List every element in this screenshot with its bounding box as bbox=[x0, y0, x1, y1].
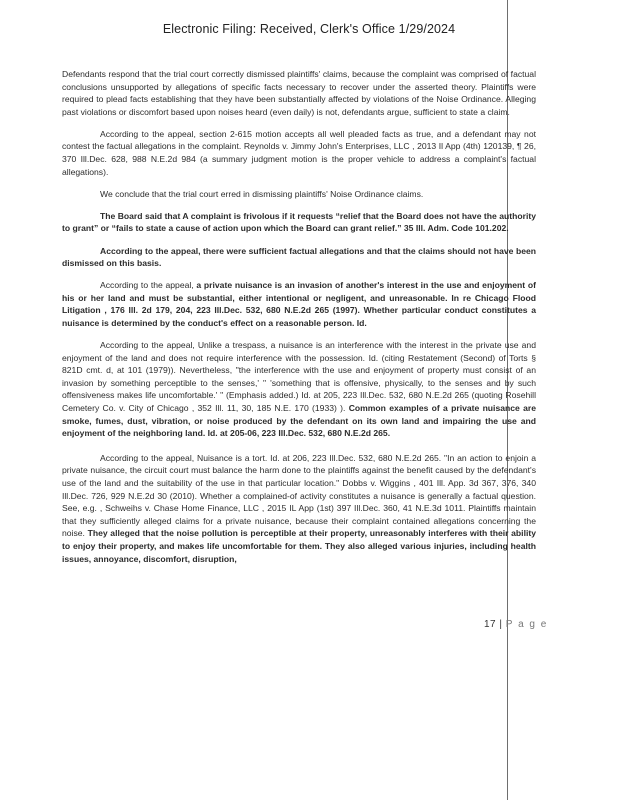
page-separator: | bbox=[499, 619, 503, 630]
paragraph-section-2-615: According to the appeal, section 2-615 motion accepts all well pleaded facts as true, and a defendant may not contest the factual allegations in the complaint. Reynolds v. Jimmy John's Enterprises, LLC , 2013 Il App (4th) 120139, ¶ 26, 370 Ill.Dec. 628, 988 N.E.2d 984 (a summary judgment motion is the proper vehicle to address a complaint's factual allegations). bbox=[62, 128, 536, 177]
paragraph-sufficient-allegations: According to the appeal, there were sufficient factual allegations and that the claims should not have been dismissed on this basis. bbox=[62, 245, 536, 269]
paragraph-board-frivolous: The Board said that A complaint is frivolous if it requests “relief that the Board does not have the authority to grant” or “fails to state a cause of action upon which the Board can grant relief.” 35 Ill. Adm. Code 101.202. bbox=[62, 210, 536, 234]
paragraph-trespass-bold: Common examples of a private nuisance are smoke, fumes, dust, vibration, or noise produced by the defendant on its own land and impairing the use and enjoyment of the neighboring land. Id. at 205-06, 223 Ill.Dec. 532, 680 N.E.2d 265. bbox=[62, 403, 536, 439]
filing-stamp-header: Electronic Filing: Received, Clerk's Office 1/29/2024 bbox=[162, 22, 456, 36]
paragraph-trespass-text: According to the appeal, Unlike a trespass, a nuisance is an interference with the interest in the private use and enjoyment of the land and does not require interference with the possession. Id. (citing Restatement (Second) of Torts § 821D cmt. d, at 101 (1979)). Nevertheless, "the interference with the use and enjoyment of property must consist of an invasion by something perceptible to the senses,' " 'something that is offensive, physically, to the senses and by such offensiveness makes life uncomfortable.' " (Emphasis added.) Id. at 205, 223 Ill.Dec. 532, 680 N.E.2d 265 (quoting Rosehill Cemetery Co. v. City of Chicago , 352 Ill. 11, 30, 185 N.E. 170 (1933) ). bbox=[62, 340, 536, 414]
page-label: P a g e bbox=[505, 619, 548, 630]
paragraph-trespass bbox=[62, 339, 536, 440]
paragraph-nuisance-tort-bold: They alleged that the noise pollution is perceptible at their property, unreasonably interferes with their ability to enjoy their property, and makes life uncomfortable for them. They also alleged various injuries, including health issues, annoyance, discomfort, disruption, bbox=[62, 528, 536, 564]
paragraph-private-nuisance-bold: a private nuisance is an invasion of another's interest in the use and enjoyment of his or her land and must be substantial, either intentional or negligent, and unreasonable. In re Chicago Flood Litigation , 176 Ill. 2d 179, 204, 223 Ill.Dec. 532, 680 N.E.2d 265 (1997). Whether particular conduct constitutes a nuisance is determined by the conduct's effect on a reasonable person. Id. bbox=[62, 280, 536, 328]
paragraph-private-nuisance-lead: According to the appeal, bbox=[100, 280, 197, 291]
paragraph-nuisance-tort-text: According to the appeal, Nuisance is a tort. Id. at 206, 223 Ill.Dec. 532, 680 N.E.2d 265. "In an action to enjoin a private nuisance, the circuit court must balance the harm done to the plaintiffs against the benefit caused by the defendant's use of the land and the suitability of the use in that particular location." Dobbs v. Wiggins , 401 Ill. App. 3d 367, 376, 340 Ill.Dec. 726, 929 N.E.2d 30 (2010). Whether a complained-of activity constitutes a nuisance is generally a factual question. See, e.g. , Schweihs v. Chase Home Finance, LLC , 2015 IL App (1st) 397 Ill.Dec. 360, 41 N.E.3d 1011. Plaintiffs maintain that they sufficiently alleged claims for a private nuisance, because their complaint contained allegations concerning the noise. bbox=[62, 452, 536, 539]
body-text bbox=[62, 68, 536, 575]
paragraph-defendants-respond: Defendants respond that the trial court correctly dismissed plaintiffs' claims, because the complaint was comprised of factual conclusions unsupported by allegations of specific facts necessary to recover under the asserted theory. Plaintiffs were required to plead facts establishing that they have been substantially affected by violations of the Noise Ordinance. Alleging past violations or discomfort based upon noises heard (even daily) is not, defendants argue, sufficient to state a claim. bbox=[62, 69, 536, 117]
page-footer bbox=[484, 619, 548, 630]
paragraph-nuisance-tort bbox=[62, 452, 536, 565]
page-number: 17 bbox=[484, 619, 497, 630]
paragraph-private-nuisance bbox=[62, 279, 536, 329]
paragraph-conclusion: We conclude that the trial court erred in dismissing plaintiffs' Noise Ordinance claims. bbox=[100, 188, 424, 199]
